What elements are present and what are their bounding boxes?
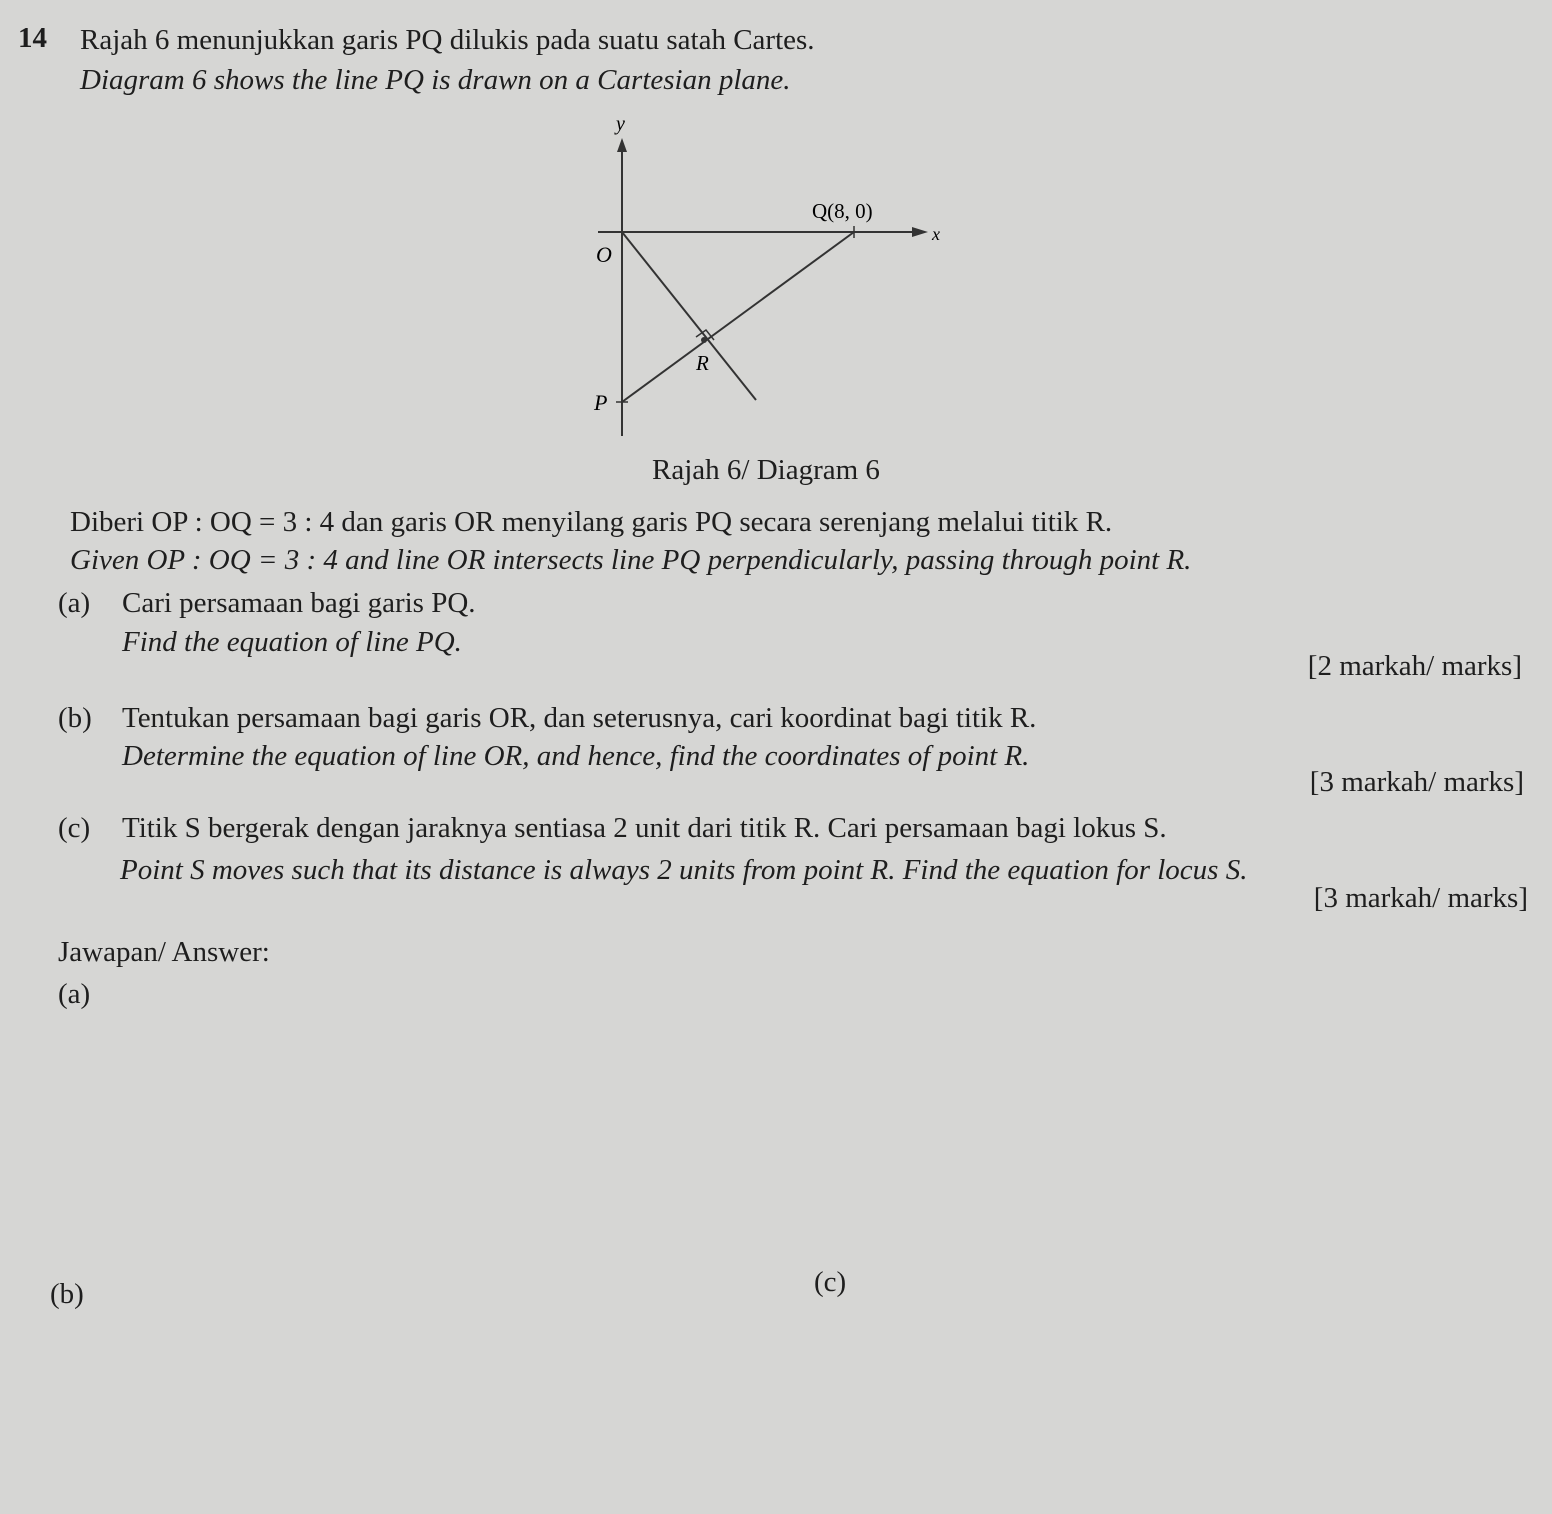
r-label: R [696,351,709,375]
y-axis-label: y [616,113,625,135]
x-axis-label: x [932,224,940,244]
answer-b-label: (b) [50,1278,84,1310]
part-b-marks: [3 markah/ marks] [1309,766,1524,798]
part-a-malay: Cari persamaan bagi garis PQ. [122,587,476,619]
q-label: Q(8, 0) [812,199,873,223]
part-c-malay: Titik S bergerak dengan jaraknya sentiasa 2 unit dari titik R. Cari persamaan bagi lokus S. [122,812,1167,844]
given-english: Given OP : OQ = 3 : 4 and line OR intersects line PQ perpendicularly, passing through point R. [70,544,1192,576]
part-a-english: Find the equation of line PQ. [122,626,462,658]
origin-label: O [596,242,612,267]
intro-malay: Rajah 6 menunjukkan garis PQ dilukis pada suatu satah Cartes. [80,24,815,56]
point-r [701,337,707,343]
part-b-label: (b) [58,702,92,734]
part-a-label: (a) [58,587,91,619]
part-c-english: Point S moves such that its distance is always 2 units from point R. Find the equation for locus S. [120,854,1248,886]
part-c-marks: [3 markah/ marks] [1313,882,1528,914]
answer-a-label: (a) [58,978,91,1010]
part-c-label: (c) [58,812,91,844]
diagram-caption: Rajah 6/ Diagram 6 [652,454,880,486]
x-axis-arrow [912,227,928,237]
cartesian-diagram [560,108,980,448]
part-b-malay: Tentukan persamaan bagi garis OR, dan seterusnya, cari koordinat bagi titik R. [122,702,1037,734]
answer-heading: Jawapan/ Answer: [58,936,270,968]
part-a-marks: [2 markah/ marks] [1307,650,1522,682]
given-malay: Diberi OP : OQ = 3 : 4 dan garis OR menyilang garis PQ secara serenjang melalui titik R. [70,506,1113,538]
line-or [622,232,756,400]
answer-c-label: (c) [814,1266,847,1298]
y-axis-arrow [617,138,627,152]
p-label: P [594,390,608,415]
intro-english: Diagram 6 shows the line PQ is drawn on a Cartesian plane. [80,64,791,96]
part-b-english: Determine the equation of line OR, and hence, find the coordinates of point R. [122,740,1030,772]
question-number: 14 [18,22,47,54]
